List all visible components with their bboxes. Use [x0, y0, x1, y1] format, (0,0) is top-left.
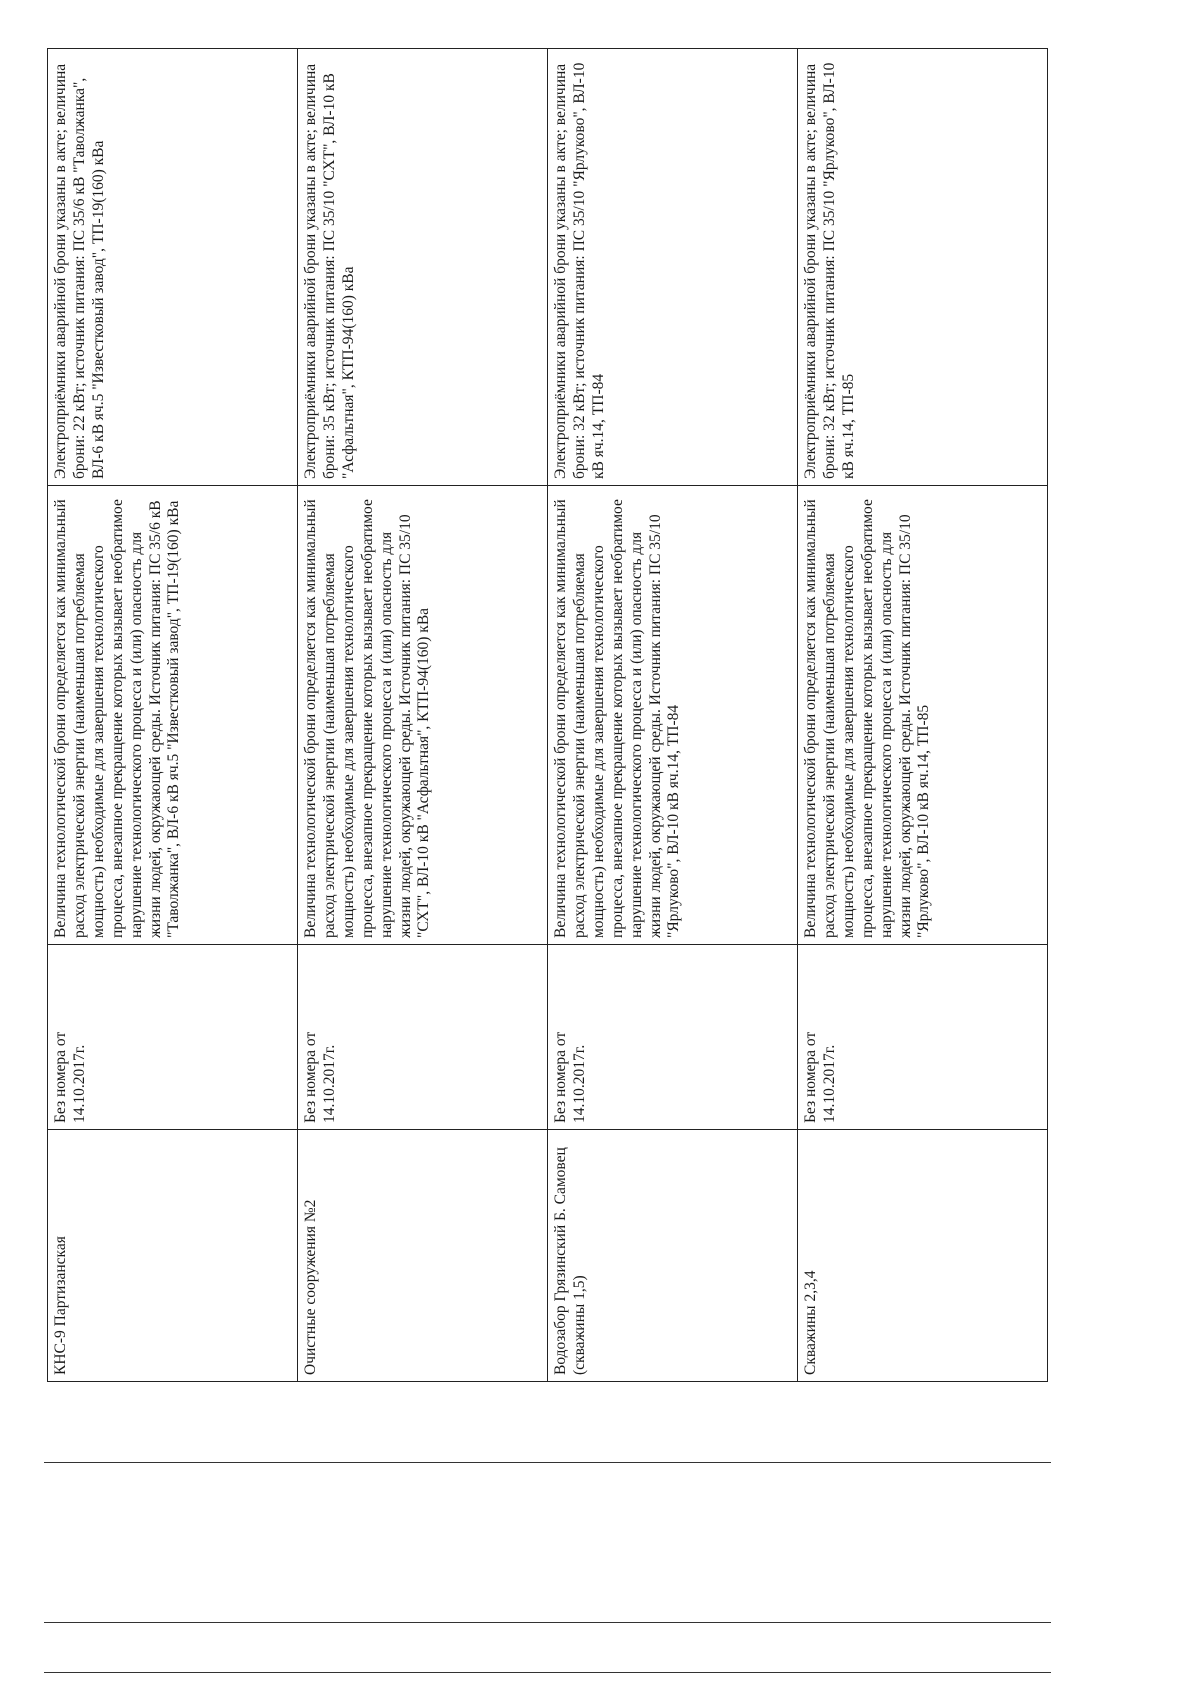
signature-line: [44, 1672, 1051, 1673]
technological-reserve-cell: Величина технологической брони определяется как минимальный расход электрической энергии (наименьшая потребляемая мощность) необходимые для завершения технологического процесса, внезапное прекращение которых вызывает необратимое нарушение технологического процесса и (или) опасность для жизни людей, окружающей среды. Источник питания: ПС 35/10 "Ярлуково", ВЛ-10 кВ яч.14, ТП-85: [798, 486, 1048, 945]
table-row: [298, 49, 548, 1382]
object-name-cell: Очистные сооружения №2: [298, 1130, 548, 1382]
emergency-reserve-cell: Электроприёмники аварийной брони указаны в акте; величина брони: 32 кВт; источник питания: ПС 35/10 "Ярлуково", ВЛ-10 кВ яч.14, ТП-85: [798, 49, 1048, 486]
rotated-table-wrapper: [47, 49, 1047, 1382]
technological-reserve-cell: Величина технологической брони определяется как минимальный расход электрической энергии (наименьшая потребляемая мощность) необходимые для завершения технологического процесса, внезапное прекращение которых вызывает необратимое нарушение технологического процесса и (или) опасность для жизни людей, окружающей среды. Источник питания: ПС 35/10 "СХТ", ВЛ-10 кВ "Асфальтная", КТП-94(160) кВа: [298, 486, 548, 945]
act-reference-cell: Без номера от 14.10.2017г.: [548, 945, 798, 1130]
technological-reserve-cell: Величина технологической брони определяется как минимальный расход электрической энергии (наименьшая потребляемая мощность) необходимые для завершения технологического процесса, внезапное прекращение которых вызывает необратимое нарушение технологического процесса и (или) опасность для жизни людей, окружающей среды. Источник питания: ПС 35/10 "Ярлуково", ВЛ-10 кВ яч.14, ТП-84: [548, 486, 798, 945]
emergency-reserve-cell: Электроприёмники аварийной брони указаны в акте; величина брони: 32 кВт; источник питания: ПС 35/10 "Ярлуково", ВЛ-10 кВ яч.14, ТП-84: [548, 49, 798, 486]
signature-line: [44, 1462, 1051, 1463]
table-row: [798, 49, 1048, 1382]
emergency-reserve-cell: Электроприёмники аварийной брони указаны в акте; величина брони: 22 кВт; источник питания: ПС 35/6 кВ "Таволжанка", ВЛ-6 кВ яч.5 "Известковый завод", ТП-19(160) кВа: [48, 49, 298, 486]
table-row: [548, 49, 798, 1382]
object-name-cell: КНС-9 Партизанская: [48, 1130, 298, 1382]
emergency-reserve-cell: Электроприёмники аварийной брони указаны в акте; величина брони: 35 кВт; источник питания: ПС 35/10 "СХТ", ВЛ-10 кВ "Асфальтная", КТП-94(160) кВа: [298, 49, 548, 486]
act-reference-cell: Без номера от 14.10.2017г.: [798, 945, 1048, 1130]
signature-line: [44, 1622, 1051, 1623]
table-row: [48, 49, 298, 1382]
technological-reserve-cell: Величина технологической брони определяется как минимальный расход электрической энергии (наименьшая потребляемая мощность) необходимые для завершения технологического процесса, внезапное прекращение которых вызывает необратимое нарушение технологического процесса и (или) опасность для жизни людей, окружающей среды. Источник питания: ПС 35/6 кВ "Таволжанка", ВЛ-6 кВ яч.5 "Известковый завод", ТП-19(160) кВа: [48, 486, 298, 945]
object-name-cell: Водозабор Грязинский Б. Самовец (скважины 1,5): [548, 1130, 798, 1382]
object-name-cell: Скважины 2,3,4: [798, 1130, 1048, 1382]
act-reference-cell: Без номера от 14.10.2017г.: [48, 945, 298, 1130]
reservation-table: [47, 48, 1048, 1382]
act-reference-cell: Без номера от 14.10.2017г.: [298, 945, 548, 1130]
